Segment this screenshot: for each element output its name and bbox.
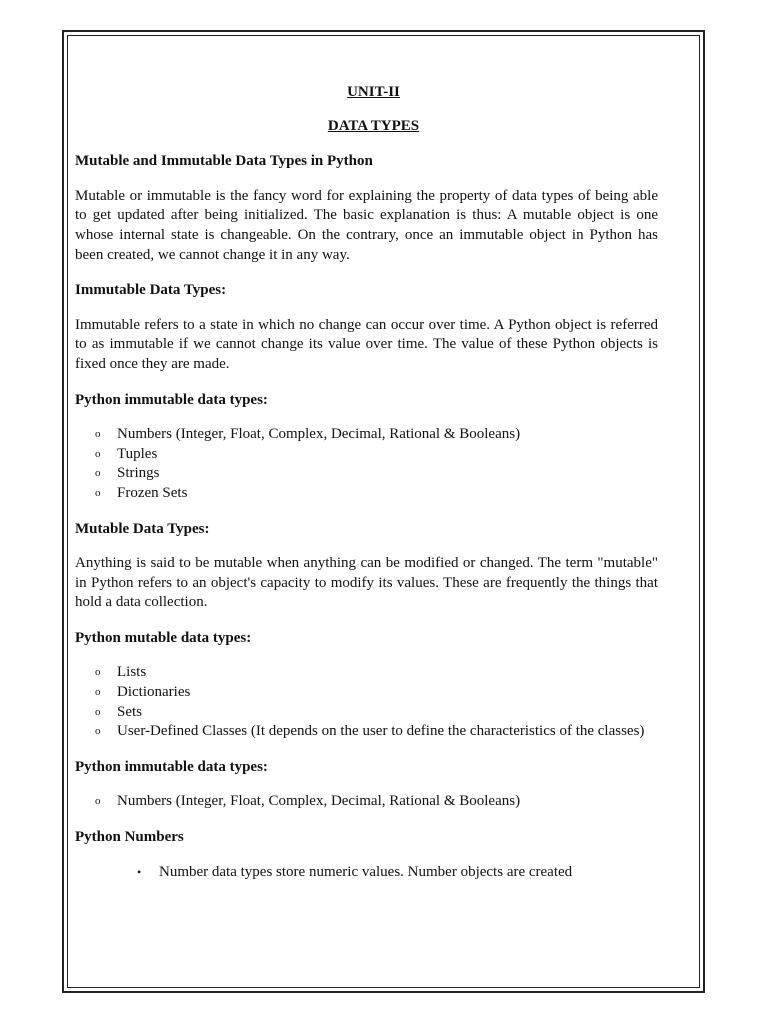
document-title: DATA TYPES [327, 117, 420, 134]
list-item [75, 722, 658, 742]
list-item-text: Lists [117, 664, 147, 681]
immutable-paragraph: Immutable refers to a state in which no change can occur over time. A Python object is referred to as immutable if we cannot change its value over time. The value of these Python objects is fixed once they are made. [75, 316, 658, 372]
list-item [75, 703, 658, 723]
mutable-heading: Mutable Data Types: [75, 520, 210, 537]
list-item [75, 425, 658, 445]
list-item [75, 464, 658, 484]
immutable-types-list-2 [75, 792, 658, 812]
list-item-text: Number data types store numeric values. Number objects are created [159, 863, 573, 880]
list-item [75, 792, 658, 812]
circle-bullet-icon: o [95, 725, 101, 738]
dot-bullet-icon: • [137, 864, 142, 879]
list-item-text: Numbers (Integer, Float, Complex, Decimal, Rational & Booleans) [117, 426, 521, 443]
circle-bullet-icon: o [95, 467, 101, 480]
list-item [75, 663, 658, 683]
immutable-types-heading-2: Python immutable data types: [75, 758, 268, 775]
list-item [75, 863, 658, 883]
list-item-text: Strings [117, 465, 160, 482]
circle-bullet-icon: o [95, 666, 101, 679]
list-item-text: Frozen Sets [117, 484, 188, 501]
circle-bullet-icon: o [95, 705, 101, 718]
document-body [75, 80, 658, 882]
intro-heading: Mutable and Immutable Data Types in Python [75, 153, 373, 170]
list-item-text: Tuples [117, 445, 158, 462]
list-item [75, 445, 658, 465]
list-item [75, 683, 658, 703]
immutable-types-list [75, 425, 658, 503]
circle-bullet-icon: o [95, 486, 101, 499]
list-item-text: Numbers (Integer, Float, Complex, Decimal, Rational & Booleans) [117, 793, 521, 810]
circle-bullet-icon: o [95, 447, 101, 460]
immutable-heading: Immutable Data Types: [75, 282, 227, 299]
python-numbers-heading: Python Numbers [75, 829, 184, 846]
list-item-text: Dictionaries [117, 684, 191, 701]
mutable-paragraph: Anything is said to be mutable when anything can be modified or changed. The term "mutable" in Python refers to an object's capacity to modify its values. These are frequently the things that hold a data collection. [75, 555, 658, 611]
mutable-types-list [75, 663, 658, 741]
intro-paragraph: Mutable or immutable is the fancy word for explaining the property of data types of being able to get updated after being initialized. The basic explanation is thus: A mutable object is one whose internal state is changeable. On the contrary, once an immutable object in Python has been created, we cannot change it in any way. [75, 187, 658, 263]
immutable-types-heading: Python immutable data types: [75, 391, 268, 408]
circle-bullet-icon: o [95, 686, 101, 699]
circle-bullet-icon: o [95, 428, 101, 441]
python-numbers-list [75, 863, 658, 883]
mutable-types-heading: Python mutable data types: [75, 629, 252, 646]
list-item-text: Sets [117, 703, 143, 720]
unit-heading: UNIT-II [347, 84, 400, 100]
list-item-text: User-Defined Classes (It depends on the user to define the characteristics of the classes) [117, 723, 645, 740]
circle-bullet-icon: o [95, 795, 101, 808]
list-item [75, 484, 658, 504]
